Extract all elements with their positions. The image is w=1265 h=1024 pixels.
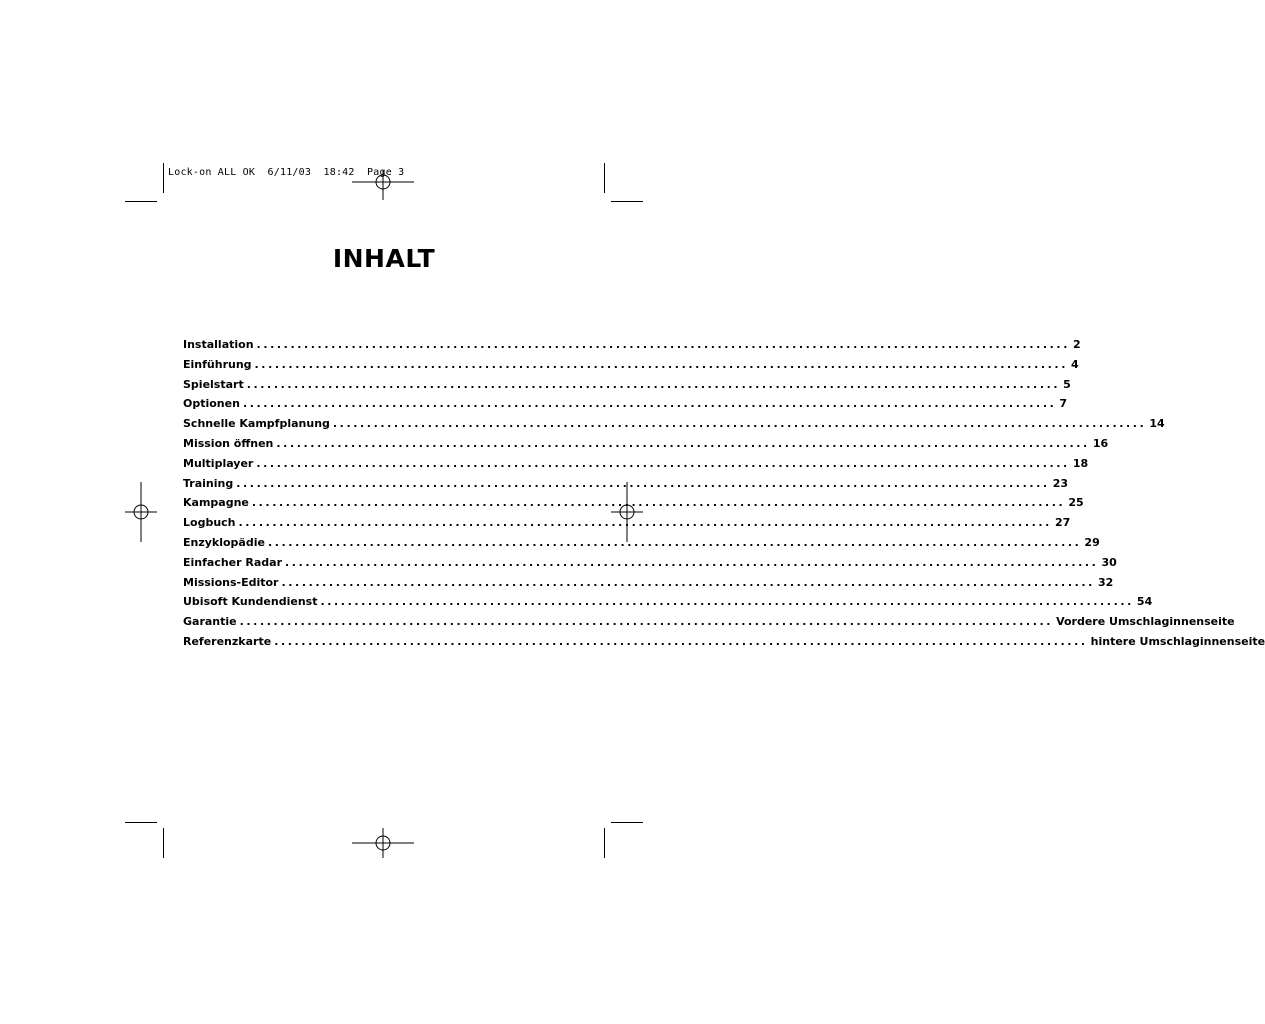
crop-mark-top-left-horizontal xyxy=(125,201,157,202)
toc-entry-label: Garantie xyxy=(183,615,237,629)
toc-leader-dots: ........................................................................................................................ xyxy=(276,436,1090,450)
toc-row xyxy=(183,612,1235,632)
toc-row xyxy=(183,493,1084,513)
printer-slug: Lock-on ALL OK 6/11/03 18:42 Page 3 xyxy=(168,167,405,178)
toc-entry-label: Einfacher Radar xyxy=(183,555,283,569)
toc-entry-page: 54 xyxy=(1136,595,1153,609)
toc-row xyxy=(183,513,1071,533)
toc-entry-label: Enzyklopädie xyxy=(183,535,265,549)
toc-entry-page: 23 xyxy=(1052,476,1068,490)
toc-entry-page: 29 xyxy=(1084,535,1100,549)
toc-entry-page: 18 xyxy=(1072,456,1089,470)
crop-mark-top-right-vertical xyxy=(604,163,605,193)
toc-leader-dots: ........................................................................................................................ xyxy=(281,575,1095,589)
toc-entry-label: Installation xyxy=(183,338,254,351)
toc-entry-page: 30 xyxy=(1101,555,1117,569)
table-of-contents xyxy=(183,335,1265,652)
registration-mark-left xyxy=(125,482,157,542)
toc-row xyxy=(183,434,1109,454)
toc-entry-page: 25 xyxy=(1068,496,1084,510)
toc-entry-label: Missions-Editor xyxy=(183,575,279,589)
toc-entry-label: Einführung xyxy=(183,357,252,371)
toc-leader-dots: ........................................................................................................................ xyxy=(274,634,1088,648)
toc-row xyxy=(183,573,1114,593)
toc-leader-dots: ........................................................................................................................ xyxy=(320,595,1134,609)
toc-entry-label: Schnelle Kampfplanung xyxy=(183,417,330,431)
toc-row xyxy=(183,632,1265,652)
toc-entry-page: 4 xyxy=(1070,357,1079,371)
toc-row xyxy=(183,375,1071,395)
registration-mark-bottom xyxy=(352,828,414,858)
toc-row xyxy=(183,553,1117,573)
toc-entry-label: Training xyxy=(183,476,234,490)
crop-mark-top-right-horizontal xyxy=(611,201,643,202)
toc-leader-dots: ........................................................................................................................ xyxy=(254,357,1068,371)
toc-entry-page: 16 xyxy=(1092,436,1109,450)
toc-entry-page: 5 xyxy=(1063,377,1071,391)
toc-entry-label: Spielstart xyxy=(183,377,244,391)
toc-entry-label: Multiplayer xyxy=(183,456,254,470)
page-title: INHALT xyxy=(332,244,436,273)
toc-row xyxy=(183,355,1079,375)
toc-leader-dots: ........................................................................................................................ xyxy=(236,476,1050,490)
toc-leader-dots: ........................................................................................................................ xyxy=(332,417,1147,431)
toc-leader-dots: ........................................................................................................................ xyxy=(246,377,1061,391)
toc-leader-dots: ........................................................................................................................ xyxy=(256,456,1070,470)
toc-entry-page: Vordere Umschlaginnenseite xyxy=(1056,615,1235,629)
toc-row xyxy=(183,394,1068,414)
registration-mark-top xyxy=(352,170,414,200)
toc-row xyxy=(183,335,1081,355)
toc-row xyxy=(183,533,1100,553)
toc-leader-dots: ........................................................................................................................ xyxy=(251,496,1066,510)
toc-entry-label: Mission öffnen xyxy=(183,436,274,450)
toc-row xyxy=(183,474,1068,494)
toc-leader-dots: ........................................................................................................................ xyxy=(238,516,1052,530)
crop-mark-bottom-right-horizontal xyxy=(611,822,643,823)
toc-leader-dots: ........................................................................................................................ xyxy=(267,535,1082,549)
toc-leader-dots: ........................................................................................................................ xyxy=(256,338,1070,351)
toc-row xyxy=(183,592,1153,612)
toc-entry-label: Optionen xyxy=(183,397,240,411)
toc-entry-page: 32 xyxy=(1097,575,1114,589)
toc-entry-page: 2 xyxy=(1073,338,1081,351)
toc-entry-label: Logbuch xyxy=(183,516,236,530)
toc-entry-page: 14 xyxy=(1149,417,1165,431)
toc-entry-page: hintere Umschlaginnenseite xyxy=(1090,634,1265,648)
toc-row xyxy=(183,454,1089,474)
toc-entry-label: Kampagne xyxy=(183,496,249,510)
toc-leader-dots: ........................................................................................................................ xyxy=(285,555,1099,569)
toc-entry-page: 27 xyxy=(1054,516,1071,530)
crop-mark-bottom-right-vertical xyxy=(604,828,605,858)
toc-leader-dots: ........................................................................................................................ xyxy=(239,615,1054,629)
crop-mark-top-left-vertical xyxy=(163,163,164,193)
toc-entry-page: 7 xyxy=(1059,397,1068,411)
crop-mark-bottom-left-vertical xyxy=(163,828,164,858)
crop-mark-bottom-left-horizontal xyxy=(125,822,157,823)
toc-entry-label: Ubisoft Kundendienst xyxy=(183,595,318,609)
toc-entry-label: Referenzkarte xyxy=(183,634,272,648)
toc-row xyxy=(183,414,1165,434)
toc-leader-dots: ........................................................................................................................ xyxy=(242,397,1057,411)
